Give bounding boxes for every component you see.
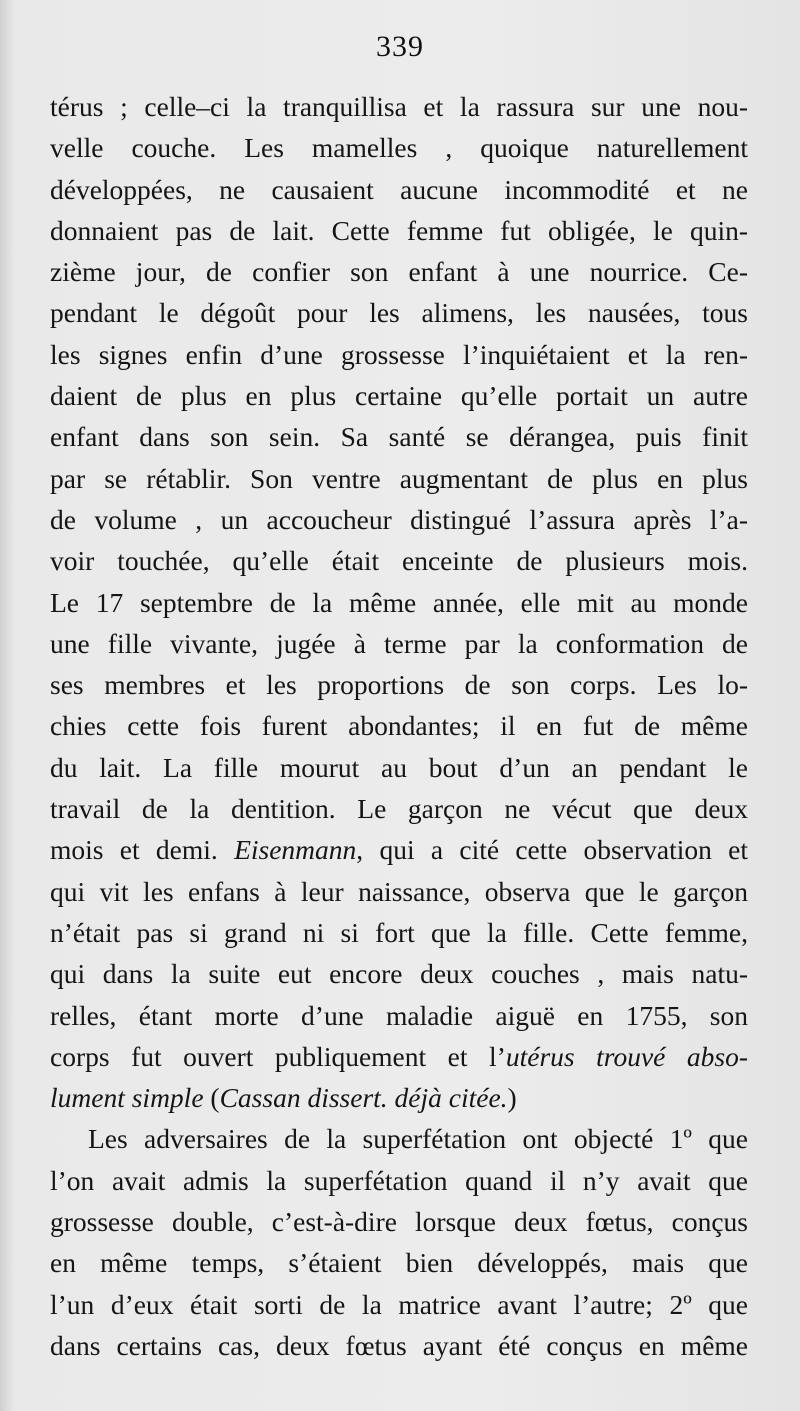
- text-line: du lait. La fille mourut au bout d’un an pendant le: [50, 751, 748, 783]
- text-line: enfant dans son sein. Sa santé se dérangea, puis finit: [50, 421, 748, 453]
- page-number: 339: [376, 30, 424, 63]
- body-text: [50, 86, 748, 1366]
- text-line: par se rétablir. Son ventre augmentant de plus en plus: [50, 462, 748, 494]
- text-line: velle couche. Les mamelles , quoique naturellement: [50, 132, 748, 164]
- text-line: l’on avait admis la superfétation quand il n’y avait que: [50, 1164, 748, 1196]
- text-line: qui dans la suite eut encore deux couches , mais natu-: [50, 958, 748, 990]
- text-line: développées, ne causaient aucune incommodité et ne: [50, 173, 748, 205]
- text-line: grossesse double, c’est-à-dire lorsque deux fœtus, conçus: [50, 1206, 748, 1238]
- text-line: zième jour, de confier son enfant à une nourrice. Ce-: [50, 256, 748, 288]
- text-line: n’était pas si grand ni si fort que la fille. Cette femme,: [50, 916, 748, 948]
- text-line: Les adversaires de la superfétation ont objecté 1º que: [88, 1123, 748, 1155]
- text-line: chies cette fois furent abondantes; il en fut de même: [50, 710, 748, 742]
- text-line: de volume , un accoucheur distingué l’assura après l’a-: [50, 503, 748, 535]
- text-line: en même temps, s’étaient bien développés, mais que: [50, 1247, 748, 1279]
- text-line: une fille vivante, jugée à terme par la conformation de: [50, 627, 748, 659]
- text-line: ses membres et les proportions de son corps. Les lo-: [50, 669, 748, 701]
- text-line: dans certains cas, deux fœtus ayant été conçus en même: [50, 1329, 748, 1361]
- text-line: les signes enfin d’une grossesse l’inquiétaient et la ren-: [50, 338, 748, 370]
- text-line: travail de la dentition. Le garçon ne vécut que deux: [50, 793, 748, 825]
- text-line: corps fut ouvert publiquement et l’utérus trouvé abso-: [50, 1040, 748, 1072]
- text-line: lument simple (Cassan dissert. déjà citée.): [50, 1082, 517, 1114]
- text-line: qui vit les enfans à leur naissance, observa que le garçon: [50, 875, 748, 907]
- text-line: pendant le dégoût pour les alimens, les nausées, tous: [50, 297, 748, 329]
- text-line: térus ; celle–ci la tranquillisa et la rassura sur une nou-: [50, 91, 748, 122]
- text-line: mois et demi. Eisenmann, qui a cité cette observation et: [50, 834, 748, 866]
- text-line: relles, étant morte d’une maladie aiguë en 1755, son: [50, 999, 748, 1031]
- text-line: daient de plus en plus certaine qu’elle portait un autre: [50, 380, 748, 412]
- text-line: voir touchée, qu’elle était enceinte de plusieurs mois.: [50, 545, 748, 577]
- text-line: l’un d’eux était sorti de la matrice avant l’autre; 2º que: [50, 1288, 748, 1320]
- text-line: donnaient pas de lait. Cette femme fut obligée, le quin-: [50, 214, 748, 246]
- text-line: Le 17 septembre de la même année, elle mit au monde: [50, 586, 748, 618]
